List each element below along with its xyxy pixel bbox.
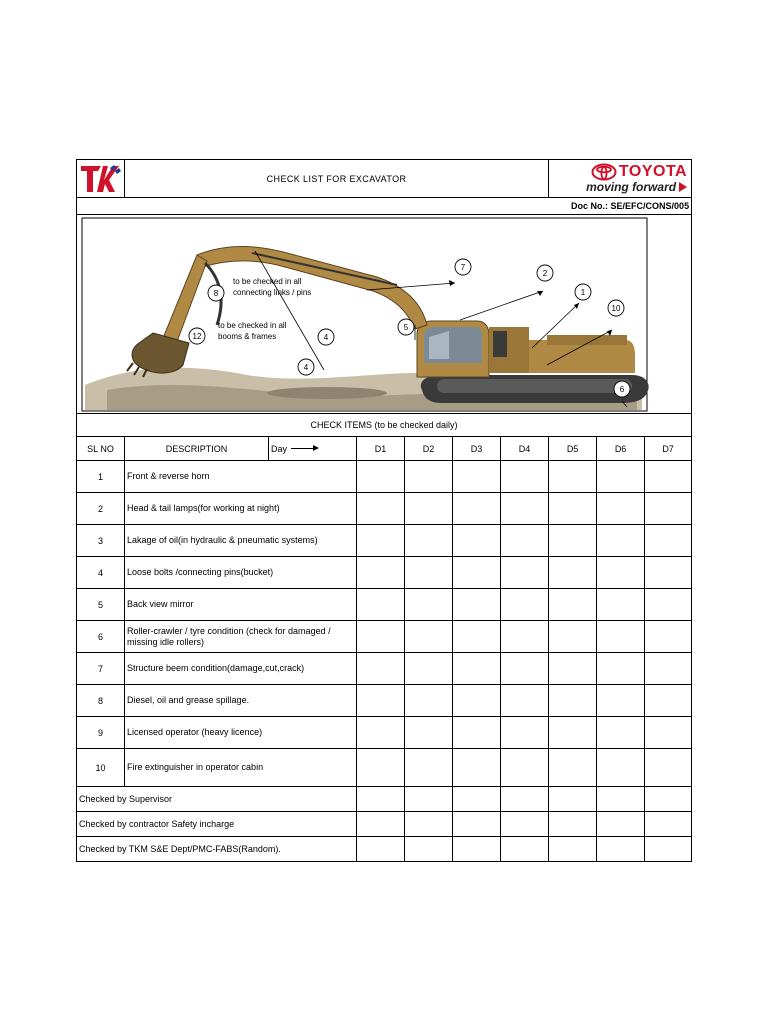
toyota-emblem-icon [591, 163, 617, 181]
sign-cell[interactable] [597, 787, 645, 812]
sign-cell[interactable] [549, 787, 597, 812]
check-cell[interactable] [453, 749, 501, 787]
callout-5: 5 [403, 323, 409, 332]
note-links-pins: to be checked in all connecting links / pins [233, 277, 312, 297]
excavator-illustration [77, 215, 690, 413]
callout-4b: 4 [303, 363, 309, 372]
sign-cell[interactable] [453, 812, 501, 837]
check-cell[interactable] [357, 589, 405, 621]
check-cell[interactable] [549, 493, 597, 525]
check-cell[interactable] [501, 653, 549, 685]
table-row [77, 717, 692, 749]
callout-12: 12 [192, 332, 202, 341]
check-cell[interactable] [405, 685, 453, 717]
sign-cell[interactable] [597, 812, 645, 837]
sign-cell[interactable] [501, 837, 549, 862]
check-cell[interactable] [405, 525, 453, 557]
item-description: Front & reverse horn [125, 461, 357, 493]
right-arrow-icon [291, 448, 317, 449]
check-cell[interactable] [549, 653, 597, 685]
check-cell[interactable] [405, 621, 453, 653]
check-cell[interactable] [405, 557, 453, 589]
table-row [77, 749, 692, 787]
check-cell[interactable] [501, 525, 549, 557]
check-cell[interactable] [549, 525, 597, 557]
sign-cell[interactable] [645, 837, 692, 862]
col-d3: D3 [453, 437, 501, 461]
item-description: Licensed operator (heavy licence) [125, 717, 357, 749]
check-cell[interactable] [357, 525, 405, 557]
check-items-title: CHECK ITEMS (to be checked daily) [77, 414, 692, 437]
col-d5: D5 [549, 437, 597, 461]
check-cell[interactable] [597, 461, 645, 493]
check-cell[interactable] [405, 749, 453, 787]
item-number: 10 [77, 749, 125, 787]
check-cell[interactable] [501, 461, 549, 493]
sign-cell[interactable] [501, 812, 549, 837]
sign-cell[interactable] [645, 812, 692, 837]
col-description: DESCRIPTION [125, 437, 269, 461]
check-cell[interactable] [501, 749, 549, 787]
item-description: Fire extinguisher in operator cabin [125, 749, 357, 787]
check-cell[interactable] [357, 557, 405, 589]
table-row [77, 653, 692, 685]
check-cell[interactable] [405, 589, 453, 621]
check-cell[interactable] [357, 461, 405, 493]
check-cell[interactable] [405, 461, 453, 493]
callout-2: 2 [542, 269, 548, 278]
item-number: 8 [77, 685, 125, 717]
signoff-row [77, 812, 692, 837]
col-d6: D6 [597, 437, 645, 461]
col-sl-no: SL NO [77, 437, 125, 461]
signoff-label: Checked by contractor Safety incharge [77, 812, 357, 837]
tkm-logo [79, 162, 123, 194]
sign-cell[interactable] [597, 837, 645, 862]
sign-cell[interactable] [549, 837, 597, 862]
item-number: 2 [77, 493, 125, 525]
check-cell[interactable] [597, 685, 645, 717]
item-description: Head & tail lamps(for working at night) [125, 493, 357, 525]
check-cell[interactable] [453, 461, 501, 493]
sign-cell[interactable] [357, 787, 405, 812]
sign-cell[interactable] [501, 787, 549, 812]
check-cell[interactable] [645, 461, 692, 493]
day-label: Day [271, 443, 288, 454]
item-number: 5 [77, 589, 125, 621]
check-cell[interactable] [645, 557, 692, 589]
check-cell[interactable] [645, 749, 692, 787]
check-cell[interactable] [597, 525, 645, 557]
check-cell[interactable] [357, 493, 405, 525]
callout-1: 1 [580, 288, 586, 297]
table-row [77, 493, 692, 525]
check-cell[interactable] [645, 589, 692, 621]
check-cell[interactable] [549, 557, 597, 589]
table-row [77, 557, 692, 589]
check-cell[interactable] [357, 685, 405, 717]
sign-cell[interactable] [453, 837, 501, 862]
check-cell[interactable] [597, 621, 645, 653]
table-row [77, 525, 692, 557]
sign-cell[interactable] [357, 812, 405, 837]
signoff-label: Checked by Supervisor [77, 787, 357, 812]
tagline-arrow-icon [679, 182, 687, 192]
signoff-row [77, 837, 692, 862]
check-cell[interactable] [597, 589, 645, 621]
check-cell[interactable] [405, 493, 453, 525]
check-cell[interactable] [597, 717, 645, 749]
signoff-label: Checked by TKM S&E Dept/PMC-FABS(Random). [77, 837, 357, 862]
table-row [77, 621, 692, 653]
note-booms-frames: to be checked in all booms & frames [218, 321, 287, 341]
callout-8: 8 [213, 289, 219, 298]
check-cell[interactable] [453, 589, 501, 621]
table-row [77, 685, 692, 717]
check-cell[interactable] [645, 685, 692, 717]
col-d7: D7 [645, 437, 692, 461]
form-title: CHECK LIST FOR EXCAVATOR [125, 160, 549, 198]
check-cell[interactable] [453, 557, 501, 589]
signoff-row [77, 787, 692, 812]
callout-10: 10 [611, 304, 621, 313]
sign-cell[interactable] [453, 787, 501, 812]
sign-cell[interactable] [645, 787, 692, 812]
check-cell[interactable] [549, 685, 597, 717]
check-cell[interactable] [453, 685, 501, 717]
check-cell[interactable] [549, 461, 597, 493]
check-cell[interactable] [597, 749, 645, 787]
col-d4: D4 [501, 437, 549, 461]
callout-4a: 4 [323, 333, 329, 342]
check-cell[interactable] [357, 717, 405, 749]
table-row [77, 461, 692, 493]
toyota-logo-cell [549, 160, 692, 198]
item-description: Back view mirror [125, 589, 357, 621]
check-cell[interactable] [453, 493, 501, 525]
item-description: Roller-crawler / tyre condition (check for damaged / missing idle rollers) [125, 621, 357, 653]
doc-number: Doc No.: SE/EFC/CONS/005 [77, 198, 692, 215]
check-cell[interactable] [645, 525, 692, 557]
item-number: 4 [77, 557, 125, 589]
sign-cell[interactable] [405, 812, 453, 837]
check-cell[interactable] [597, 557, 645, 589]
item-number: 6 [77, 621, 125, 653]
callout-7: 7 [460, 263, 466, 272]
check-cell[interactable] [357, 749, 405, 787]
sign-cell[interactable] [405, 787, 453, 812]
toyota-brand: TOYOTA [618, 163, 688, 180]
item-description: Diesel, oil and grease spillage. [125, 685, 357, 717]
check-cell[interactable] [453, 653, 501, 685]
table-row [77, 589, 692, 621]
callout-6: 6 [619, 385, 625, 394]
check-cell[interactable] [405, 717, 453, 749]
sign-cell[interactable] [357, 837, 405, 862]
toyota-tagline: moving forward [586, 180, 677, 194]
check-cell[interactable] [501, 717, 549, 749]
check-cell[interactable] [597, 493, 645, 525]
item-number: 9 [77, 717, 125, 749]
check-cell[interactable] [405, 653, 453, 685]
check-cell[interactable] [645, 621, 692, 653]
sign-cell[interactable] [405, 837, 453, 862]
item-description: Lakage of oil(in hydraulic & pneumatic systems) [125, 525, 357, 557]
col-d2: D2 [405, 437, 453, 461]
check-cell[interactable] [357, 653, 405, 685]
checklist-table [76, 159, 692, 862]
check-cell[interactable] [645, 717, 692, 749]
item-number: 3 [77, 525, 125, 557]
check-cell[interactable] [453, 525, 501, 557]
check-cell[interactable] [501, 589, 549, 621]
checklist-sheet [76, 159, 691, 862]
check-cell[interactable] [501, 685, 549, 717]
check-cell[interactable] [453, 621, 501, 653]
excavator-illustration-cell [77, 215, 692, 414]
check-cell[interactable] [501, 557, 549, 589]
check-cell[interactable] [549, 621, 597, 653]
check-cell[interactable] [549, 749, 597, 787]
check-cell[interactable] [549, 589, 597, 621]
item-description: Loose bolts /connecting pins(bucket) [125, 557, 357, 589]
check-cell[interactable] [597, 653, 645, 685]
check-cell[interactable] [645, 653, 692, 685]
sign-cell[interactable] [549, 812, 597, 837]
check-cell[interactable] [549, 717, 597, 749]
tkm-logo-cell [77, 160, 125, 198]
col-d1: D1 [357, 437, 405, 461]
check-cell[interactable] [357, 621, 405, 653]
item-number: 7 [77, 653, 125, 685]
check-cell[interactable] [501, 621, 549, 653]
check-cell[interactable] [453, 717, 501, 749]
check-cell[interactable] [645, 493, 692, 525]
item-number: 1 [77, 461, 125, 493]
item-description: Structure beem condition(damage,cut,crack) [125, 653, 357, 685]
check-cell[interactable] [501, 493, 549, 525]
col-day [269, 437, 357, 461]
